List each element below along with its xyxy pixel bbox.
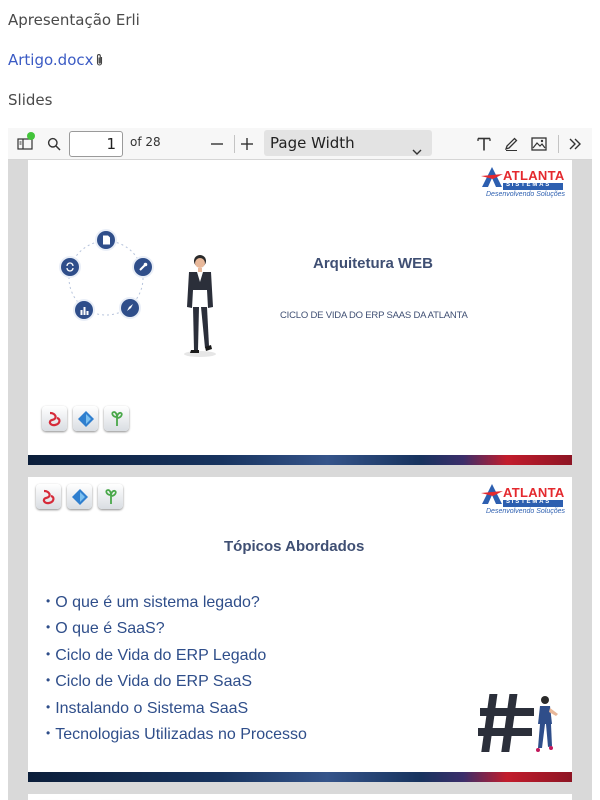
cycle-diagram [58, 230, 158, 325]
atlanta-logo-mark-icon [481, 483, 505, 505]
slide-title: Tópicos Abordados [224, 538, 365, 555]
double-chevron-right-icon [568, 137, 582, 151]
list-item: • O que é um sistema legado? [46, 594, 260, 611]
logo-band [503, 500, 563, 507]
blue-arrows-icon [67, 484, 92, 509]
logo-word: ATLANTA [503, 168, 565, 183]
slide-page-3 [28, 794, 572, 800]
slide-page-1 [28, 160, 572, 465]
page-count-label: of 28 [130, 135, 161, 149]
businessman-illustration [176, 252, 221, 358]
add-image-button[interactable] [528, 133, 550, 155]
topic-list [46, 589, 307, 747]
logo-tagline: Desenvolvendo Soluções [486, 191, 565, 198]
wrench-icon [134, 258, 152, 276]
paperclip-icon [95, 52, 104, 72]
atlanta-logo [481, 483, 565, 517]
logo-band [503, 183, 563, 190]
pdf-toolbar [8, 128, 592, 160]
rocket-icon [121, 299, 139, 317]
logo-word: ATLANTA [503, 485, 565, 500]
list-item: • Ciclo de Vida do ERP Legado [46, 646, 267, 664]
slide-footer-bar [28, 455, 572, 465]
bar-chart-icon [75, 301, 93, 319]
logo-tagline: Desenvolvendo Soluções [486, 508, 565, 515]
pdf-viewer[interactable] [8, 128, 592, 800]
toolbar-divider [558, 135, 559, 153]
slide-footer-bar [28, 772, 572, 782]
minus-icon [210, 137, 224, 151]
logo-band-text: SISTEMAS [506, 182, 552, 188]
slide-page-2 [28, 477, 572, 782]
green-leaf-icon [98, 484, 123, 509]
hashtag-illustration [478, 690, 562, 754]
atlanta-logo [481, 166, 565, 200]
text-icon [476, 136, 492, 152]
red-knot-icon [42, 406, 67, 431]
pen-icon [503, 136, 519, 152]
document-title: Apresentação Erli [8, 11, 140, 29]
attachment-line [8, 50, 104, 72]
green-leaf-icon [104, 406, 129, 431]
slide-title: Arquitetura WEB [313, 255, 433, 272]
blue-arrows-icon [73, 406, 98, 431]
list-item: • Tecnologias Utilizadas no Processo [46, 726, 307, 744]
partner-icons [42, 406, 129, 431]
page-number-input[interactable] [69, 131, 123, 157]
notification-dot [27, 132, 35, 140]
draw-button[interactable] [500, 133, 522, 155]
partner-icons [36, 484, 123, 509]
find-button[interactable] [43, 133, 65, 155]
plus-icon [240, 137, 254, 151]
list-item: • Ciclo de Vida do ERP SaaS [46, 673, 253, 691]
list-item: • O que é SaaS? [46, 620, 165, 638]
search-icon [47, 137, 61, 151]
more-tools-button[interactable] [564, 133, 586, 155]
slide-subtitle: CICLO DE VIDA DO ERP SAAS DA ATLANTA [280, 310, 468, 321]
image-icon [531, 137, 547, 151]
zoom-select[interactable] [264, 130, 432, 156]
toolbar-divider [234, 135, 235, 153]
document-icon [97, 231, 115, 249]
zoom-out-button[interactable] [206, 133, 228, 155]
zoom-value: Page Width [270, 134, 355, 152]
refresh-icon [61, 258, 79, 276]
red-knot-icon [36, 484, 61, 509]
add-text-button[interactable] [473, 133, 495, 155]
attachment-link[interactable]: Artigo.docx [8, 51, 94, 69]
section-label: Slides [8, 91, 53, 109]
atlanta-logo-mark-icon [481, 166, 505, 188]
logo-band-text: SISTEMAS [506, 499, 552, 505]
zoom-in-button[interactable] [236, 133, 258, 155]
list-item: • Instalando o Sistema SaaS [46, 699, 249, 717]
